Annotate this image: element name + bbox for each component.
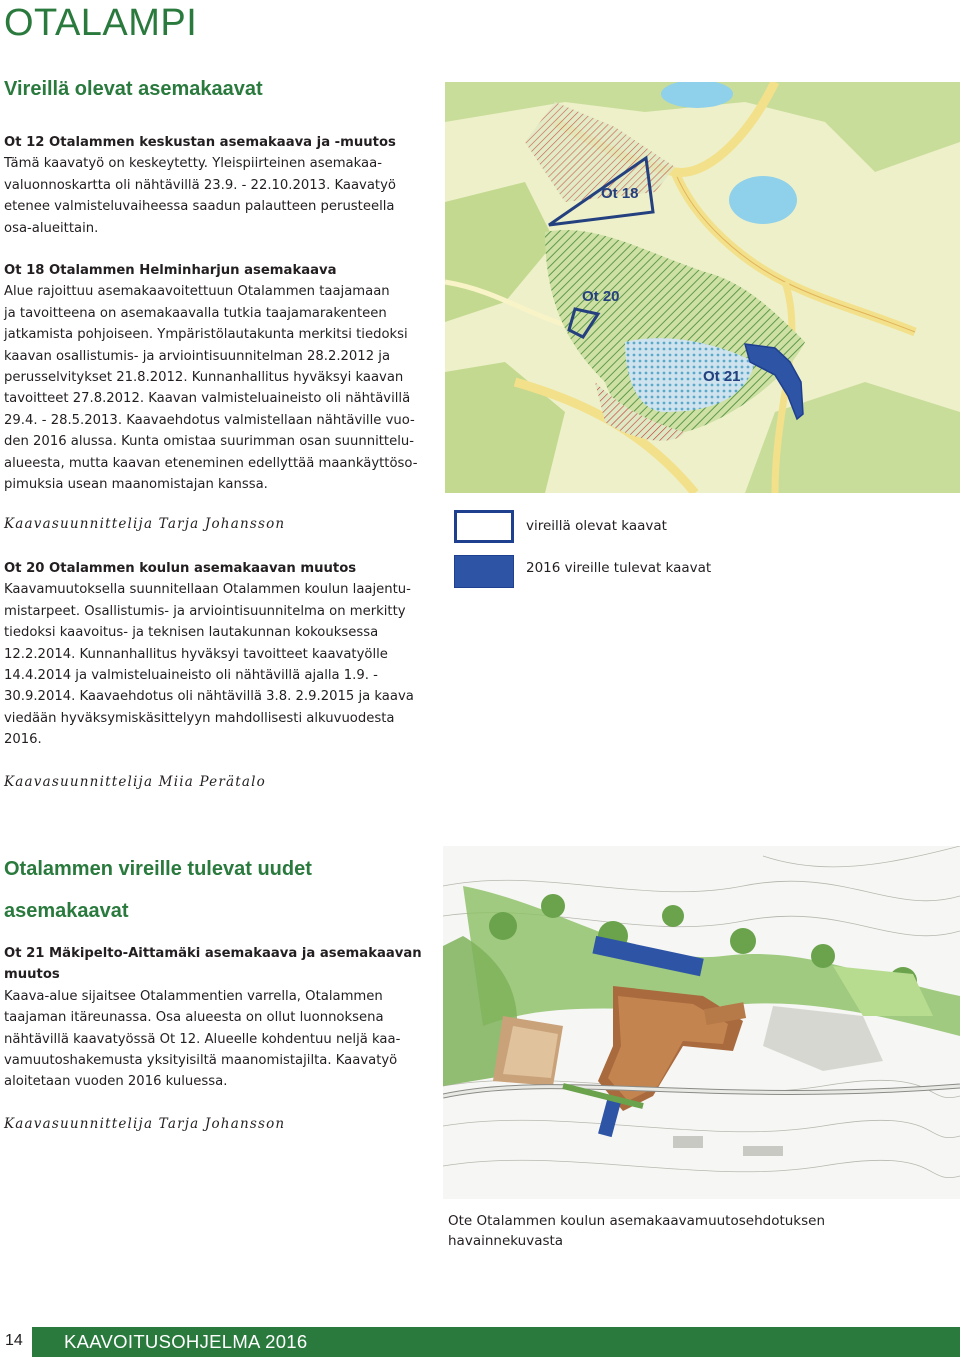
ot12-title: Ot 12 Otalammen keskustan asemakaava ja -muutos (4, 135, 396, 150)
ot12-body: Tämä kaavatyö on keskeytetty. Yleispiirteinen asemakaa- valuonnoskartta oli nähtävillä 23.9. - 22.10.2013. Kaavatyö etenee valmisteluvaiheessa saadun palautteen perusteella osa-alueittain. (4, 156, 396, 236)
legend-label-pending: vireillä olevat kaavat (526, 518, 667, 534)
map-label-ot21: Ot 21 (703, 368, 741, 385)
section-heading-new (4, 848, 312, 932)
map-label-ot20: Ot 20 (582, 288, 620, 305)
ot21-body: Kaava-alue sijaitsee Otalammentien varrella, Otalammen taajaman itäreunassa. Osa alueesta on ollut luonnoksena nähtävillä kaavatyössä Ot 12. Alueelle kohdentuu neljä kaa- vamuutoshakemusta yksityisiltä maanomistajilta. Kaavatyö aloitetaan vuoden 2016 kuluessa. (4, 988, 401, 1090)
ot20-title: Ot 20 Otalammen koulun asemakaavan muutos (4, 561, 357, 576)
zoning-map-graphic (445, 82, 960, 493)
legend-outline-swatch (454, 510, 514, 543)
section-heading-pending: Vireillä olevat asemakaavat (4, 78, 263, 100)
ot20-body: Kaavamuutoksella suunnitellaan Otalammen koulun laajentu- mistarpeet. Osallistumis- ja arviointisuunnitelma on merkitty tiedoksi kaavoitus- ja teknisen lautakunnan kokouksessa 12.2.2014. Kunnanhallitus hyväksyi tavoitteet kaavatyölle 14.4.2014 ja valmisteluaineisto oli nähtävillä ajalla 1.9. - 30.9.2014. Kaavaehdotus oli nähtävillä 3.8. 2.9.2015 ja kaava viedään hyväksymiskäsittelyyn mahdollisesti alkuvuodesta 2016. (4, 582, 414, 748)
ot12-block (4, 132, 434, 239)
planner-signature-1: Kaavasuunnittelija Tarja Johansson (4, 516, 286, 532)
legend-fill-swatch (454, 555, 514, 588)
footer-bar (32, 1327, 960, 1357)
page-title: OTALAMPI (4, 2, 198, 44)
section-heading-new-line1: Otalammen vireille tulevat uudet (4, 858, 312, 880)
ot20-block (4, 558, 439, 751)
ot21-title: Ot 21 Mäkipelto-Aittamäki asemakaava ja asemakaavan muutos (4, 946, 422, 983)
page-number: 14 (5, 1332, 23, 1349)
planner-signature-2: Kaavasuunnittelija Miia Perätalo (4, 774, 266, 790)
ot18-block (4, 260, 439, 495)
site-plan-graphic (443, 846, 960, 1199)
section-heading-new-line2: asemakaavat (4, 900, 129, 922)
publication-title: KAAVOITUSOHJELMA 2016 (64, 1331, 308, 1352)
planner-signature-3: Kaavasuunnittelija Tarja Johansson (4, 1116, 286, 1132)
map-label-ot18: Ot 18 (601, 185, 639, 202)
legend-label-upcoming: 2016 vireille tulevat kaavat (526, 560, 712, 576)
site-plan-illustration (443, 846, 960, 1199)
site-plan-caption: Ote Otalammen koulun asemakaavamuutosehdotuksen havainnekuvasta (448, 1213, 826, 1249)
zoning-map (445, 82, 960, 493)
ot18-body: Alue rajoittuu asemakaavoitettuun Otalammen taajamaan ja tavoitteena on asemakaavalla tutkia taajamarakenteen jatkamista pohjoiseen. Ympäristölautakunta merkitsi tiedoksi kaavan osallistumis- ja arviointisuunnitelman 28.2.2012 ja perusselvitykset 21.8.2012. Kunnanhallitus hyväksyi kaavan tavoitteet 27.8.2012. Kaavan valmisteluaineisto oli nähtävillä 29.4. - 28.5.2013. Kaavaehdotus valmistellaan nähtäville vuo- den 2016 alussa. Kunta omistaa suurimman osan suunnittelu- alueesta, mutta kaavan eteneminen edellyttää maankäyttöso- pimuksia usean maanomistajan kanssa. (4, 284, 418, 493)
ot21-block (4, 943, 434, 1093)
ot18-title: Ot 18 Otalammen Helminharjun asemakaava (4, 263, 337, 278)
